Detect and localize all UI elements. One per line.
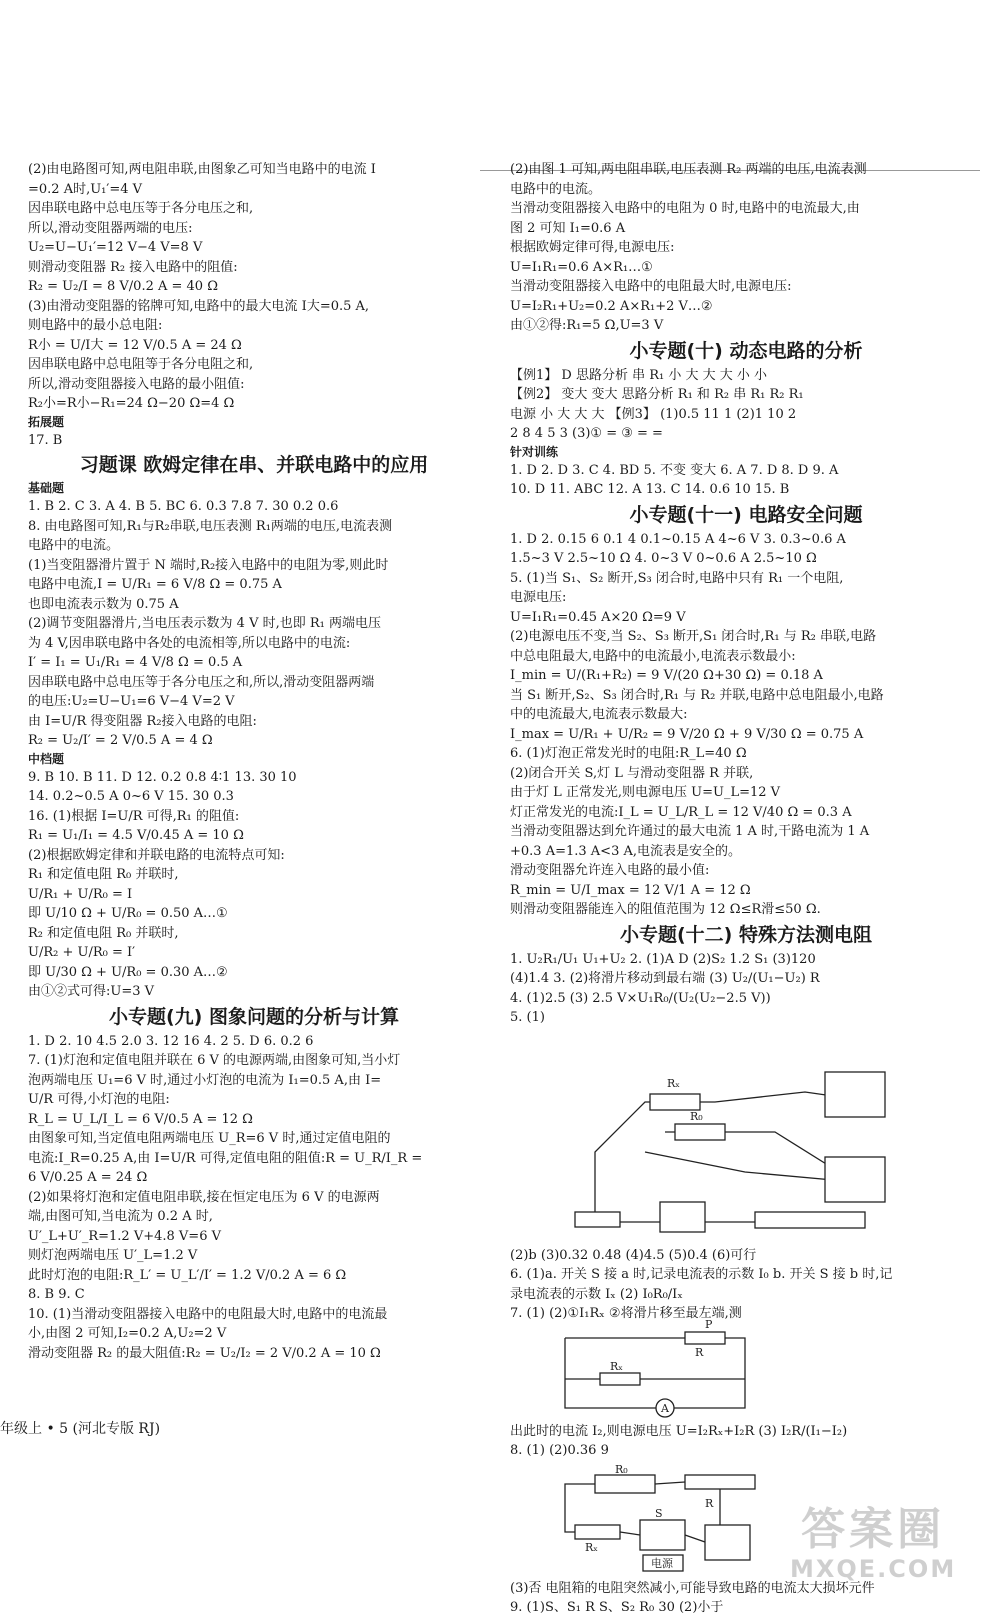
answer-line: 7. (1) (2)①I₁Rₓ ②将滑片移至最左端,测 <box>510 1306 742 1321</box>
section-heading: 小专题(十) 动态电路的分析 <box>629 339 863 362</box>
answer-line: 电路中的电流。 <box>28 538 120 553</box>
answer-line: R_L = U_L/I_L = 6 V/0.5 A = 12 Ω <box>28 1111 253 1127</box>
subsection-label: 中档题 <box>28 751 65 766</box>
answer-line: 因串联电路中总电压等于各分电压之和,所以,滑动变阻器两端 <box>28 674 375 690</box>
answer-line: (2)由图 1 可知,两电阻串联,电压表测 R₂ 两端的电压,电流表测 <box>510 162 867 177</box>
left-answer-column <box>28 160 480 1363</box>
ammeter-a-label: A <box>661 1401 669 1415</box>
answer-line: I′ = I₁ = U₁/R₁ = 4 V/8 Ω = 0.5 A <box>28 655 243 670</box>
watermark-text: 答案圈 <box>801 1504 946 1555</box>
answer-line: 由 I=U/R 得变阻器 R₂接入电路的电阻: <box>28 713 257 729</box>
answer-line: (3)由滑动变阻器的铭牌可知,电路中的最大电流 I大=0.5 A, <box>28 298 370 314</box>
answer-line: 电源电压: <box>510 590 567 605</box>
answer-line: (2)根据欧姆定律和并联电路的电流特点可知: <box>28 847 285 863</box>
answer-line: 17. B <box>28 432 63 448</box>
section-heading: 小专题(十二) 特殊方法测电阻 <box>620 923 872 946</box>
answer-line: 则滑动变阻器能连入的阻值范围为 12 Ω≤R滑≤50 Ω. <box>510 902 821 917</box>
answer-line: 当滑动变阻器接入电路中的电阻最大时,电源电压: <box>510 279 792 294</box>
answer-line: 8. 由电路图可知,R₁与R₂串联,电压表测 R₁两端的电压,电流表测 <box>28 518 393 534</box>
answer-line: 则滑动变阻器 R₂ 接入电路中的阻值: <box>28 259 238 275</box>
answer-line: I_min = U/(R₁+R₂) = 9 V/(20 Ω+30 Ω) = 0.18 A <box>510 668 823 683</box>
answer-line: U/R 可得,小灯泡的电阻: <box>28 1092 170 1107</box>
answer-line: 由①②得:R₁=5 Ω,U=3 V <box>510 318 664 333</box>
answer-line: 电源 小 大 大 大 【例3】 (1)0.5 11 1 (2)1 10 2 <box>510 406 797 422</box>
resistor-r-label: R <box>695 1345 704 1359</box>
answer-line: (2)由电路图可知,两电阻串联,由图象乙可知当电路中的电流 I <box>28 162 376 177</box>
answer-line: (2)电源电压不变,当 S₂、S₃ 断开,S₁ 闭合时,R₁ 与 R₂ 串联,电路 <box>510 629 877 644</box>
resistor-r0-label: R₀ <box>690 1109 703 1123</box>
answer-line: 因串联电路中总电压等于各分电压之和, <box>28 201 254 216</box>
answer-line: 5. (1)当 S₁、S₂ 断开,S₃ 闭合时,电路中只有 R₁ 一个电阻, <box>510 570 844 586</box>
answer-line: 中的电流最大,电流表示数最大: <box>510 707 688 722</box>
answer-line: 14. 0.2~0.5 A 0~6 V 15. 30 0.3 <box>28 789 234 804</box>
answer-line: 为 4 V,因串联电路中各处的电流相等,所以电路中的电流: <box>28 635 351 651</box>
watermark-logo <box>790 1505 956 1583</box>
answer-line: 电流:I_R=0.25 A,由 I=U/R 可得,定值电阻的阻值:R = U_R/I_R = <box>28 1150 423 1166</box>
answer-line: 的电压:U₂=U−U₁=6 V−4 V=2 V <box>28 694 235 709</box>
answer-line: U′_L+U′_R=1.2 V+4.8 V=6 V <box>28 1228 221 1244</box>
answer-line: 当滑动变阻器接入电路中的电阻为 0 时,电路中的电流最大,由 <box>510 201 860 216</box>
answer-line: 电路中电流,I = U/R₁ = 6 V/8 Ω = 0.75 A <box>28 577 282 592</box>
answer-line: 因串联电路中总电阻等于各分电阻之和, <box>28 357 254 372</box>
answer-line: U=I₁R₁=0.45 A×20 Ω=9 V <box>510 609 686 625</box>
answer-line: 10. (1)当滑动变阻器接入电路中的电阻最大时,电路中的电流最 <box>28 1306 388 1322</box>
answer-line: 出此时的电流 I₂,则电源电压 U=I₂Rₓ+I₂R (3) I₂R/(I₁−I₂) <box>510 1423 848 1439</box>
answer-line: 8. B 9. C <box>28 1287 85 1302</box>
answer-line: 当 S₁ 断开,S₂、S₃ 闭合时,R₁ 与 R₂ 并联,电路中总电阻最小,电路 <box>510 687 884 703</box>
rheostat-r-label: R <box>705 1496 714 1510</box>
answer-line: 1. D 2. D 3. C 4. BD 5. 不变 变大 6. A 7. D 8. D 9. A <box>510 462 839 478</box>
answer-line: R₂ = U₂/I = 8 V/0.2 A = 40 Ω <box>28 279 218 294</box>
right-answer-column <box>510 160 982 1618</box>
answer-line: U=I₂R₁+U₂=0.2 A×R₁+2 V…② <box>510 298 713 314</box>
answer-line: 图 2 可知 I₁=0.6 A <box>510 220 626 236</box>
answer-line: 2 8 4 5 3 (3)① = ③ = = <box>510 426 663 441</box>
answer-line: 1.5~3 V 2.5~10 Ω 4. 0~3 V 0~0.6 A 2.5~10 Ω <box>510 551 817 566</box>
answer-line: R₂ 和定值电阻 R₀ 并联时, <box>28 925 179 941</box>
answer-line: 也即电流表示数为 0.75 A <box>28 596 179 612</box>
answer-line: (2)闭合开关 S,灯 L 与滑动变阻器 R 并联, <box>510 765 754 781</box>
answer-line: 电路中的电流。 <box>510 181 602 197</box>
answer-line: 4. (1)2.5 (3) 2.5 V×U₁R₀/(U₂(U₂−2.5 V)) <box>510 990 771 1006</box>
answer-line: (2)调节变阻器滑片,当电压表示数为 4 V 时,也即 R₁ 两端电压 <box>28 616 381 631</box>
answer-line: R₂ = U₂/I′ = 2 V/0.5 A = 4 Ω <box>28 733 213 748</box>
answer-line: 6. (1)灯泡正常发光时的电阻:R_L=40 Ω <box>510 746 747 761</box>
answer-line: 8. (1) (2)0.36 9 <box>510 1443 609 1458</box>
answer-line: 所以,滑动变阻器接入电路的最小阻值: <box>28 376 245 392</box>
answer-line: 即 U/10 Ω + U/R₀ = 0.50 A…① <box>28 906 228 921</box>
answer-line: +0.3 A=1.3 A<3 A,电流表是安全的。 <box>510 843 741 859</box>
switch-s-label: S <box>655 1506 663 1520</box>
answer-line: 根据欧姆定律可得,电源电压: <box>510 240 675 255</box>
answer-line: R₁ 和定值电阻 R₀ 并联时, <box>28 867 179 882</box>
answer-line: 10. D 11. ABC 12. A 13. C 14. 0.6 10 15. B <box>510 482 790 497</box>
answer-line: (2)如果将灯泡和定值电阻串联,接在恒定电压为 6 V 的电源两 <box>28 1189 380 1205</box>
answer-line: R₂小=R小−R₁=24 Ω−20 Ω=4 Ω <box>28 396 235 411</box>
power-source-label: 电源 <box>651 1556 673 1570</box>
answer-line: 则灯泡两端电压 U′_L=1.2 V <box>28 1248 198 1263</box>
answer-line: 1. D 2. 0.15 6 0.1 4 0.1~0.15 A 4~6 V 3. 0.3~0.6 A <box>510 531 846 547</box>
answer-line: 即 U/30 Ω + U/R₀ = 0.30 A…② <box>28 964 228 980</box>
answer-line: 由图象可知,当定值电阻两端电压 U_R=6 V 时,通过定值电阻的 <box>28 1131 391 1146</box>
watermark-url: MXQE.COM <box>790 1555 957 1583</box>
answer-line: (4)1.4 3. (2)将滑片移动到最右端 (3) U₂/(U₁−U₂) R <box>510 971 820 986</box>
resistor-rx-label: Rₓ <box>585 1540 598 1554</box>
answer-line: 滑动变阻器 R₂ 的最大阻值:R₂ = U₂/I₂ = 2 V/0.2 A = 10 Ω <box>28 1345 381 1361</box>
answer-line: 由于灯 L 正常发光,则电源电压 U=U_L=12 V <box>510 785 781 800</box>
answer-line: 当滑动变阻器达到允许通过的最大电流 1 A 时,干路电流为 1 A <box>510 824 870 839</box>
answer-line: 则电路中的最小总电阻: <box>28 318 163 333</box>
answer-line: 滑动变阻器允许连入电路的最小值: <box>510 863 710 878</box>
answer-line: R_min = U/I_max = 12 V/1 A = 12 Ω <box>510 882 751 898</box>
answer-line: 小,由图 2 可知,I₂=0.2 A,U₂=2 V <box>28 1326 227 1341</box>
answer-line: =0.2 A时,U₁′=4 V <box>28 181 143 197</box>
page-footer: 年级上 • 5 (河北专版 RJ) <box>0 1421 161 1437</box>
answer-line: 所以,滑动变阻器两端的电压: <box>28 220 193 236</box>
answer-line: 16. (1)根据 I=U/R 可得,R₁ 的阻值: <box>28 808 240 824</box>
answer-line: 中总电阻最大,电路中的电流最小,电流表示数最小: <box>510 648 796 664</box>
subsection-label: 针对训练 <box>510 444 559 459</box>
answer-line: 此时灯泡的电阻:R_L′ = U_L′/I′ = 1.2 V/0.2 A = 6 Ω <box>28 1267 347 1283</box>
answer-line: (2)b (3)0.32 0.48 (4)4.5 (5)0.4 (6)可行 <box>510 1247 757 1263</box>
answer-line: 【例1】 D 思路分析 串 R₁ 小 大 大 大 小 小 <box>510 367 768 383</box>
answer-line: 1. D 2. 10 4.5 2.0 3. 12 16 4. 2 5. D 6. 0.2 6 <box>28 1033 314 1049</box>
slider-p-label: P <box>705 1317 713 1331</box>
answer-line: I_max = U/R₁ + U/R₂ = 9 V/20 Ω + 9 V/30 Ω = 0.75 A <box>510 726 864 742</box>
answer-line: (1)当变阻器滑片置于 N 端时,R₂接入电路中的电阻为零,则此时 <box>28 557 389 573</box>
section-heading: 习题课 欧姆定律在串、并联电路中的应用 <box>79 454 429 476</box>
resistor-rx-label: Rₓ <box>610 1359 623 1373</box>
answer-line: 灯正常发光的电流:I_L = U_L/R_L = 12 V/40 Ω = 0.3 A <box>510 804 852 820</box>
answer-line: 7. (1)灯泡和定值电阻并联在 6 V 的电源两端,由图象可知,当小灯 <box>28 1053 401 1068</box>
circuit-figure-7 <box>555 1317 855 1418</box>
answer-line: 1. U₂R₁/U₁ U₁+U₂ 2. (1)A D (2)S₂ 1.2 S₁ (3)120 <box>510 951 816 967</box>
subsection-label: 基础题 <box>28 481 65 495</box>
section-heading: 小专题(九) 图象问题的分析与计算 <box>109 1005 399 1028</box>
circuit-figure-5 <box>555 1032 855 1242</box>
answer-line: 录电流表的示数 Iₓ (2) I₀R₀/Iₓ <box>510 1286 683 1302</box>
answer-line: R₁ = U₁/I₁ = 4.5 V/0.45 A = 10 Ω <box>28 828 244 843</box>
resistor-r0-label: R₀ <box>615 1462 628 1476</box>
answer-line: 端,由图可知,当电流为 0.2 A 时, <box>28 1209 213 1224</box>
answer-line: 9. B 10. B 11. D 12. 0.2 0.8 4∶1 13. 30 10 <box>28 769 297 785</box>
answer-line: 6. (1)a. 开关 S 接 a 时,记录电流表的示数 I₀ b. 开关 S 接 b 时,记 <box>510 1267 893 1282</box>
answer-line: 【例2】 变大 变大 思路分析 R₁ 和 R₂ 串 R₁ R₂ R₁ <box>510 387 804 402</box>
answer-line: 5. (1) <box>510 1010 545 1025</box>
answer-line: R小 = U/I大 = 12 V/0.5 A = 24 Ω <box>28 337 242 353</box>
answer-line: U₂=U−U₁′=12 V−4 V=8 V <box>28 240 203 255</box>
answer-line: (3)否 电阻箱的电阻突然减小,可能导致电路的电流太大损坏元件 <box>510 1580 875 1596</box>
answer-line: 9. (1)S、S₁ R S、S₂ R₀ 30 (2)小于 <box>510 1600 724 1615</box>
answer-line: U/R₂ + U/R₀ = I′ <box>28 945 136 960</box>
answer-line: 1. B 2. C 3. A 4. B 5. BC 6. 0.3 7.8 7. 30 0.2 0.6 <box>28 499 339 514</box>
answer-line: 6 V/0.25 A = 24 Ω <box>28 1170 148 1185</box>
answer-line: U=I₁R₁=0.6 A×R₁…① <box>510 259 653 275</box>
answer-line: U/R₁ + U/R₀ = I <box>28 886 133 902</box>
resistor-rx-label: Rₓ <box>667 1076 680 1090</box>
subsection-label: 拓展题 <box>28 414 65 429</box>
answer-line: 泡两端电压 U₁=6 V 时,通过小灯泡的电流为 I₁=0.5 A,由 I= <box>28 1072 382 1088</box>
section-heading: 小专题(十一) 电路安全问题 <box>629 503 863 526</box>
answer-line: 由①②式可得:U=3 V <box>28 984 155 999</box>
